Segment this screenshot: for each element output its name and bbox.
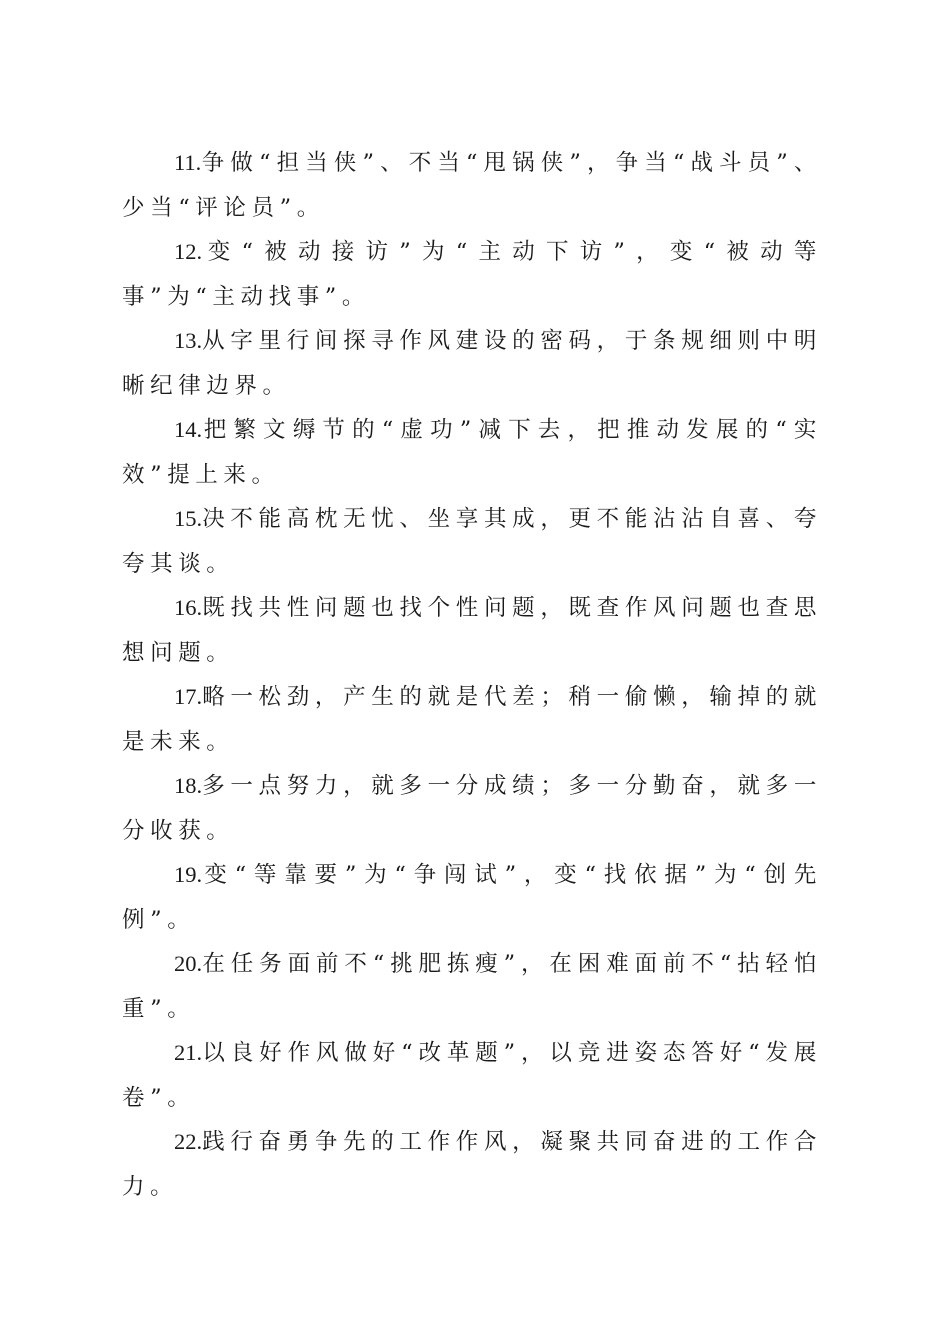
item-text: 践行奋勇争先的工作作风，凝聚共同奋进的工作合力。 — [122, 1129, 822, 1200]
item-number: 18. — [174, 773, 203, 798]
item-number: 13. — [174, 328, 203, 353]
item-text: 略一松劲，产生的就是代差；稍一偷懒，输掉的就是未来。 — [122, 684, 822, 755]
paragraph-20 — [122, 942, 822, 1031]
item-number: 19. — [174, 862, 203, 887]
item-text: 既找共性问题也找个性问题，既查作风问题也查思想问题。 — [122, 595, 822, 666]
item-text: 从字里行间探寻作风建设的密码，于条规细则中明晰纪律边界。 — [122, 328, 822, 399]
paragraph-21 — [122, 1031, 822, 1120]
item-text: 变“被动接访”为“主动下访”，变“被动等事”为“主动找事”。 — [122, 239, 822, 310]
paragraph-12 — [122, 230, 822, 319]
paragraph-19 — [122, 853, 822, 942]
item-text: 决不能高枕无忧、坐享其成，更不能沾沾自喜、夸夸其谈。 — [122, 506, 822, 577]
item-text: 以良好作风做好“改革题”，以竞进姿态答好“发展卷”。 — [122, 1040, 822, 1111]
item-text: 多一点努力，就多一分成绩；多一分勤奋，就多一分收获。 — [122, 773, 822, 844]
item-text: 把繁文缛节的“虚功”减下去，把推动发展的“实效”提上来。 — [122, 417, 822, 488]
item-number: 20. — [174, 951, 203, 976]
paragraph-13 — [122, 319, 822, 408]
paragraph-11 — [122, 141, 822, 230]
paragraph-22 — [122, 1120, 822, 1209]
item-text: 争做“担当侠”、不当“甩锅侠”，争当“战斗员”、少当“评论员”。 — [122, 150, 822, 221]
item-number: 12. — [174, 239, 203, 264]
paragraph-17 — [122, 675, 822, 764]
item-number: 15. — [174, 506, 203, 531]
item-number: 22. — [174, 1129, 203, 1154]
item-number: 21. — [174, 1040, 203, 1065]
item-number: 14. — [174, 417, 203, 442]
paragraph-18 — [122, 764, 822, 853]
item-number: 16. — [174, 595, 203, 620]
paragraph-16 — [122, 586, 822, 675]
item-text: 在任务面前不“挑肥拣瘦”，在困难面前不“拈轻怕重”。 — [122, 951, 822, 1022]
item-number: 17. — [174, 684, 203, 709]
item-number: 11. — [174, 150, 202, 175]
paragraph-14 — [122, 408, 822, 497]
paragraph-15 — [122, 497, 822, 586]
item-text: 变“等靠要”为“争闯试”，变“找依据”为“创先例”。 — [122, 862, 822, 933]
document-body — [122, 141, 822, 1209]
